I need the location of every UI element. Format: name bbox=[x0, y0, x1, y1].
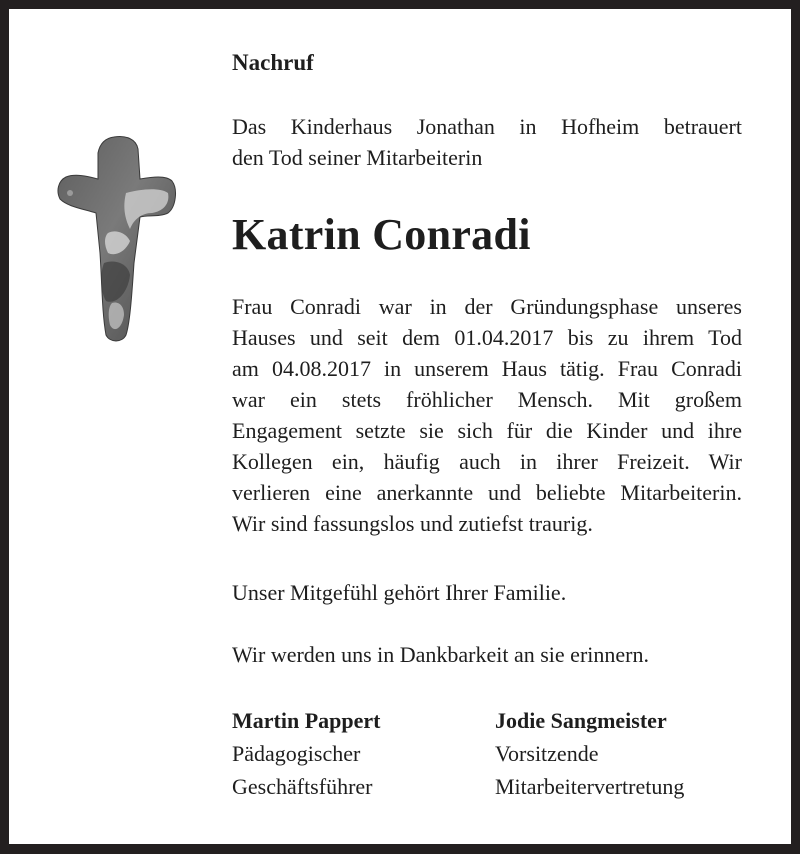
signer-name: Martin Pappert bbox=[232, 708, 381, 733]
tribute-line: Frau Conradi war in der Gründungsphase unseres bbox=[232, 294, 742, 319]
notice-heading: Nachruf bbox=[232, 50, 314, 75]
tribute-line: Hauses und seit dem 01.04.2017 bis zu ihrem Tod bbox=[232, 325, 742, 350]
signer-role: Pädagogischer bbox=[232, 741, 361, 766]
tribute-paragraph bbox=[232, 291, 742, 539]
intro-line: den Tod seiner Mitarbeiterin bbox=[232, 145, 483, 170]
tribute-line: war ein stets fröhlicher Mensch. Mit großem bbox=[232, 387, 742, 412]
tribute-line: am 04.08.2017 in unserem Haus tätig. Frau Conradi bbox=[232, 356, 742, 381]
memory-text: Wir werden uns in Dankbarkeit an sie erinnern. bbox=[232, 642, 649, 667]
tribute-line: Wir sind fassungslos und zutiefst traurig. bbox=[232, 511, 593, 536]
intro-text bbox=[232, 111, 742, 173]
signer-jodie-sangmeister bbox=[495, 704, 684, 803]
cross-icon bbox=[56, 133, 180, 345]
intro-line: Das Kinderhaus Jonathan in Hofheim betrauert bbox=[232, 114, 742, 139]
deceased-name: Katrin Conradi bbox=[232, 210, 531, 259]
signer-role: Vorsitzende bbox=[495, 741, 599, 766]
tribute-line: Kollegen ein, häufig auch in ihrer Freizeit. Wir bbox=[232, 449, 742, 474]
tribute-line: Engagement setzte sie sich für die Kinder und ihre bbox=[232, 418, 742, 443]
signer-name: Jodie Sangmeister bbox=[495, 708, 667, 733]
signer-role: Geschäftsführer bbox=[232, 774, 373, 799]
sympathy-text: Unser Mitgefühl gehört Ihrer Familie. bbox=[232, 580, 567, 605]
signer-role: Mitarbeitervertretung bbox=[495, 774, 685, 799]
signer-martin-pappert bbox=[232, 704, 380, 803]
tribute-line: verlieren eine anerkannte und beliebte Mitarbeiterin. bbox=[232, 480, 742, 505]
